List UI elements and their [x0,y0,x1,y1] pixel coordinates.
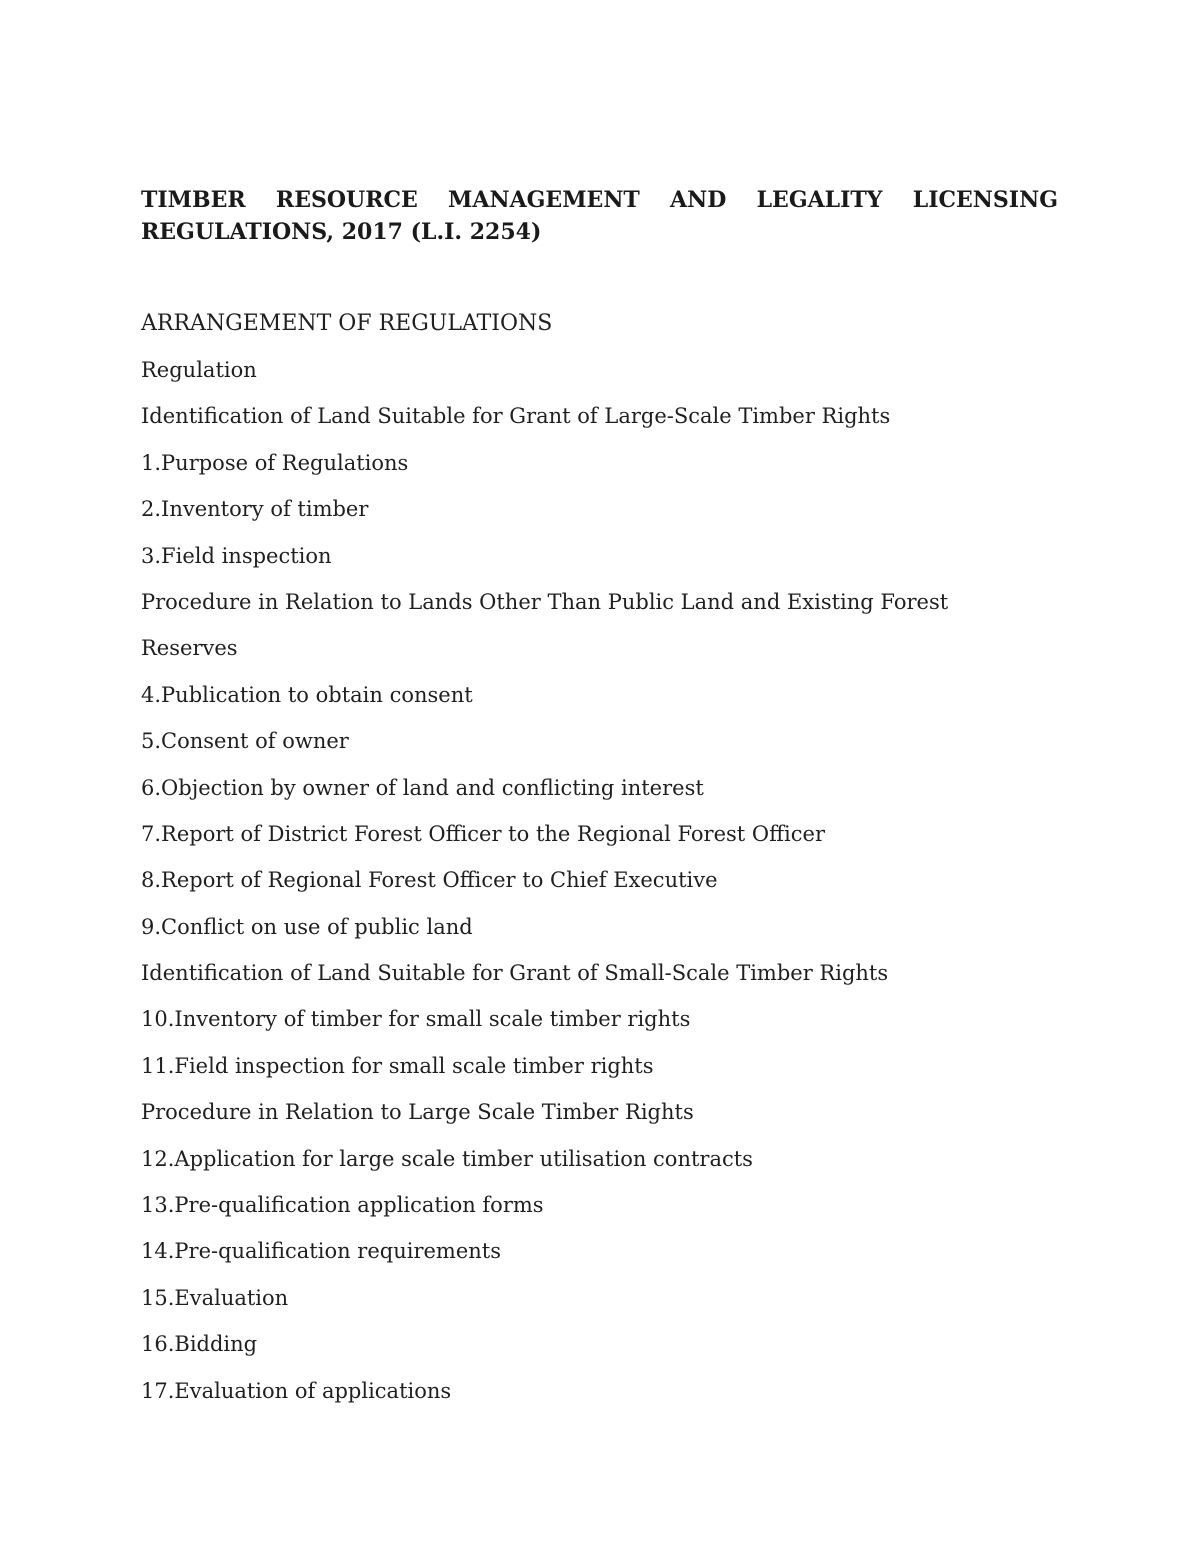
toc-line: 6.Objection by owner of land and conflicting interest [141,775,704,800]
toc-line: 3.Field inspection [141,543,332,568]
toc-line: 13.Pre-qualification application forms [141,1193,544,1218]
toc-line: 12.Application for large scale timber utilisation contracts [141,1146,753,1171]
toc-line: 9.Conflict on use of public land [141,914,473,939]
toc-line: 16.Bidding [141,1332,258,1357]
document-title: TIMBER RESOURCE MANAGEMENT AND LEGALITY LICENSING REGULATIONS, 2017 (L.I. 2254) [141,187,1058,245]
toc-line: 15.Evaluation [141,1285,289,1310]
toc-line: 7.Report of District Forest Officer to the Regional Forest Officer [141,821,825,846]
toc-line: 11.Field inspection for small scale timber rights [141,1053,654,1078]
toc-line: 1.Purpose of Regulations [141,450,409,475]
toc-line: Reserves [141,636,238,661]
toc-line: 17.Evaluation of applications [141,1378,452,1403]
toc-line: Procedure in Relation to Lands Other Than Public Land and Existing Forest [141,589,949,614]
toc-line: 14.Pre-qualification requirements [141,1239,501,1264]
toc-line: 8.Report of Regional Forest Officer to Chief Executive [141,868,718,893]
regulations-list [141,355,948,1422]
toc-line: Regulation [141,358,257,382]
toc-line: Identification of Land Suitable for Grant of Large-Scale Timber Rights [141,404,891,429]
toc-line: Identification of Land Suitable for Grant of Small-Scale Timber Rights [141,961,889,986]
toc-line: 5.Consent of owner [141,729,349,754]
toc-line: Procedure in Relation to Large Scale Timber Rights [141,1100,694,1125]
toc-line: 2.Inventory of timber [141,497,369,522]
arrangement-heading: ARRANGEMENT OF REGULATIONS [141,311,553,336]
toc-line: 4.Publication to obtain consent [141,682,473,707]
toc-line: 10.Inventory of timber for small scale timber rights [141,1007,691,1032]
